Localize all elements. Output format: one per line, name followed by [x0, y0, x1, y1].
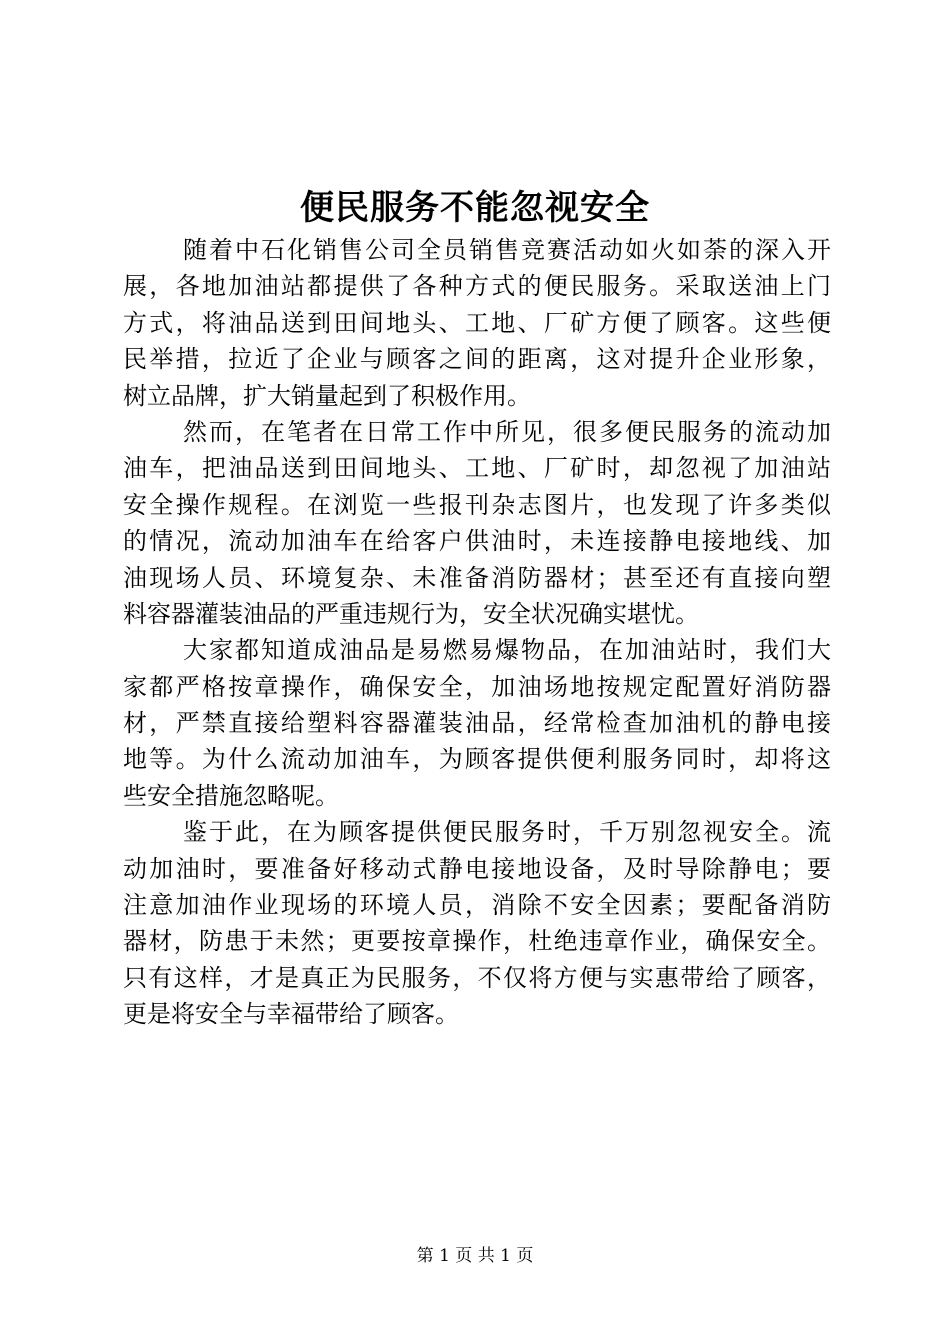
text-line: 油现场人员、环境复杂、未准备消防器材；甚至还有直接向塑	[123, 563, 831, 592]
text-line: 树立品牌，扩大销量起到了积极作用。	[123, 381, 531, 410]
paragraph-4	[123, 814, 831, 1032]
text-line: 家都严格按章操作，确保安全，加油场地按规定配置好消防器	[123, 672, 831, 701]
text-line: 只有这样，才是真正为民服务，不仅将方便与实惠带给了顾客，	[123, 963, 831, 992]
text-line: 然而，在笔者在日常工作中所见，很多便民服务的流动加	[183, 417, 831, 446]
text-line: 些安全措施忽略呢。	[123, 781, 339, 810]
paragraph-1	[123, 232, 831, 414]
text-line: 动加油时，要准备好移动式静电接地设备，及时导除静电；要	[123, 854, 831, 883]
text-line: 地等。为什么流动加油车，为顾客提供便利服务同时，却将这	[123, 745, 831, 774]
text-line: 鉴于此，在为顾客提供便民服务时，千万别忽视安全。流	[183, 818, 831, 847]
document-title: 便民服务不能忽视安全	[300, 188, 650, 228]
text-line: 料容器灌装油品的严重违规行为，安全状况确实堪忧。	[123, 599, 699, 628]
text-line: 大家都知道成油品是易燃易爆物品，在加油站时，我们大	[183, 636, 831, 665]
text-line: 注意加油作业现场的环境人员，消除不安全因素；要配备消防	[123, 891, 831, 920]
text-line: 材，严禁直接给塑料容器灌装油品，经常检查加油机的静电接	[123, 709, 831, 738]
text-line: 器材，防患于未然；更要按章操作，杜绝违章作业，确保安全。	[123, 927, 831, 956]
paragraph-2	[123, 414, 831, 632]
text-line: 安全操作规程。在浏览一些报刊杂志图片，也发现了许多类似	[123, 490, 831, 519]
page-footer: 第 1 页 共 1 页	[416, 1246, 534, 1266]
text-line: 更是将安全与幸福带给了顾客。	[123, 1000, 459, 1029]
paragraph-3	[123, 632, 831, 814]
text-line: 方式，将油品送到田间地头、工地、厂矿方便了顾客。这些便	[123, 308, 831, 337]
text-line: 展，各地加油站都提供了各种方式的便民服务。采取送油上门	[123, 272, 831, 301]
text-line: 民举措，拉近了企业与顾客之间的距离，这对提升企业形象，	[123, 345, 831, 374]
text-line: 随着中石化销售公司全员销售竞赛活动如火如荼的深入开	[183, 236, 831, 264]
text-line: 的情况，流动加油车在给客户供油时，未连接静电接地线、加	[123, 527, 831, 556]
text-line: 油车，把油品送到田间地头、工地、厂矿时，却忽视了加油站	[123, 454, 831, 483]
document-body	[123, 232, 831, 1033]
